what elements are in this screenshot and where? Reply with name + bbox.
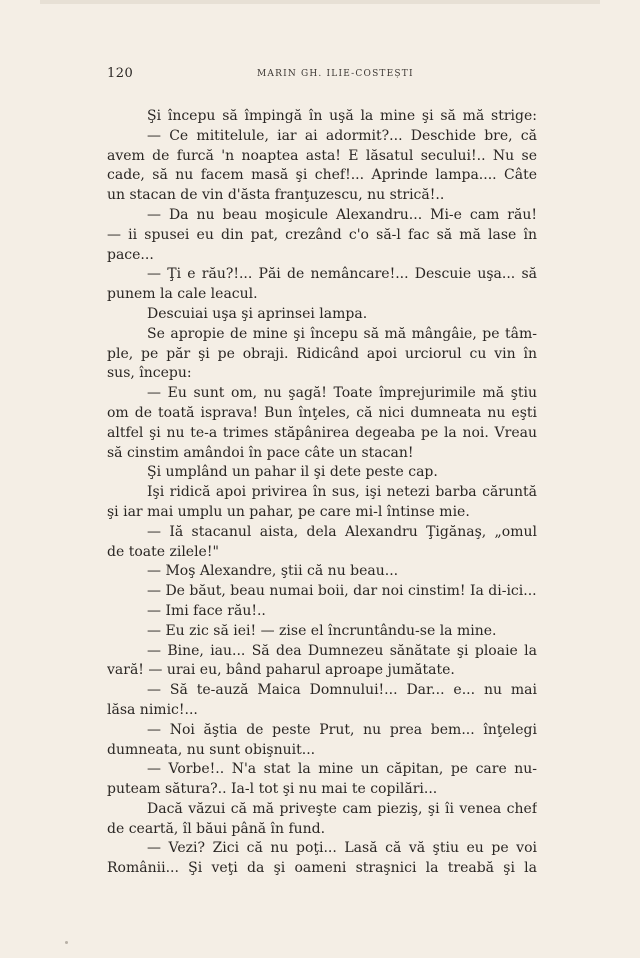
text-line: de toate zilele!"	[107, 543, 219, 560]
text-line: — Da nu beau moşicule Alexandru... Mi-e cam rău!	[147, 206, 537, 223]
text-line: pace...	[107, 246, 154, 263]
text-line: lăsa nimic!...	[107, 701, 198, 718]
text-line: ple, pe păr şi pe obraji. Ridicând apoi urciorul cu vin în	[107, 345, 537, 362]
text-line: — Eu zic să iei! — zise el încruntându-se la mine.	[147, 622, 497, 639]
page-header	[107, 66, 537, 86]
page-speck	[65, 941, 68, 944]
page-top-edge	[40, 0, 600, 4]
text-line: — Moş Alexandre, ştii că nu beau...	[147, 563, 399, 580]
text-line: altfel şi nu te-a trimes stăpânirea degeaba pe la noi. Vreau	[107, 424, 537, 441]
text-line: Descuiai uşa şi aprinsei lampa.	[147, 305, 368, 322]
text-line: — Vezi? Zici că nu poţi... Lasă că vă ştiu eu pe voi	[147, 840, 537, 857]
text-line: şi iar mai umplu un pahar, pe care mi-l întinse mie.	[107, 503, 470, 520]
text-line: Işi ridică apoi privirea în sus, işi netezi barba căruntă	[147, 484, 537, 501]
text-line: de ceartă, îl băui până în fund.	[107, 820, 326, 837]
text-line: om de toată isprava! Bun înţeles, că nici dumneata nu eşti	[107, 404, 537, 421]
text-line: Dacă văzui că mă priveşte cam pieziş, şi îi venea chef	[147, 800, 537, 817]
text-line: cade, să nu facem masă şi chef!... Aprinde lampa.... Câte	[107, 167, 537, 184]
text-line: vară! — urai eu, bând paharul aproape jumătate.	[107, 662, 455, 679]
text-line: să cinstim amândoi în pace câte un stacan!	[107, 444, 414, 461]
running-head: MARIN GH. ILIE-COSTEȘTI	[257, 69, 414, 79]
text-line: dumneata, nu sunt obişnuit...	[107, 741, 316, 758]
text-line: puteam sătura?.. Ia-l tot şi nu mai te copilări...	[107, 781, 438, 798]
page-number: 120	[107, 66, 134, 81]
text-line: — Iă stacanul aista, dela Alexandru Ţigănaş, „omul	[147, 523, 537, 540]
text-line: — Bine, iau... Să dea Dumnezeu sănătate şi ploaie la	[147, 642, 537, 659]
text-line: punem la cale leacul.	[107, 286, 258, 303]
text-line: — Noi ăştia de peste Prut, nu prea bem... înţelegi	[147, 721, 537, 738]
text-line: — De băut, beau numai boii, dar noi cinstim! Ia di-ici...	[147, 583, 537, 600]
body-text	[107, 107, 537, 879]
text-line: Se apropie de mine şi începu să mă mângâie, pe tâm-	[147, 325, 537, 342]
text-line: — ii spusei eu din pat, crezând c'o să-l fac să mă lase în	[107, 226, 537, 243]
text-line: — Vorbe!.. N'a stat la mine un căpitan, pe care nu-	[147, 761, 537, 778]
text-line: un stacan de vin d'ăsta franţuzescu, nu strică!..	[107, 187, 445, 204]
text-line: — Imi face rău!..	[147, 602, 266, 619]
text-line: Românii... Şi veţi da şi oameni straşnici la treabă şi la	[107, 860, 537, 877]
text-line: Şi începu să împingă în uşă la mine şi să mă strige:	[147, 108, 537, 124]
text-line: Şi umplând un pahar il şi dete peste cap.	[147, 464, 438, 481]
text-line: — Ţi e rău?!... Păi de nemâncare!... Descuie uşa... să	[147, 266, 537, 283]
text-line: — Ce mititelule, iar ai adormit?... Deschide bre, că	[147, 127, 537, 144]
text-line: avem de furcă 'n noaptea asta! E lăsatul secului!.. Nu se	[107, 147, 537, 164]
text-line: — Să te-auză Maica Domnului!... Dar... e... nu mai	[147, 682, 537, 699]
text-line: — Eu sunt om, nu şagă! Toate împrejurimile mă ştiu	[147, 385, 537, 402]
text-line: sus, începu:	[107, 365, 192, 382]
